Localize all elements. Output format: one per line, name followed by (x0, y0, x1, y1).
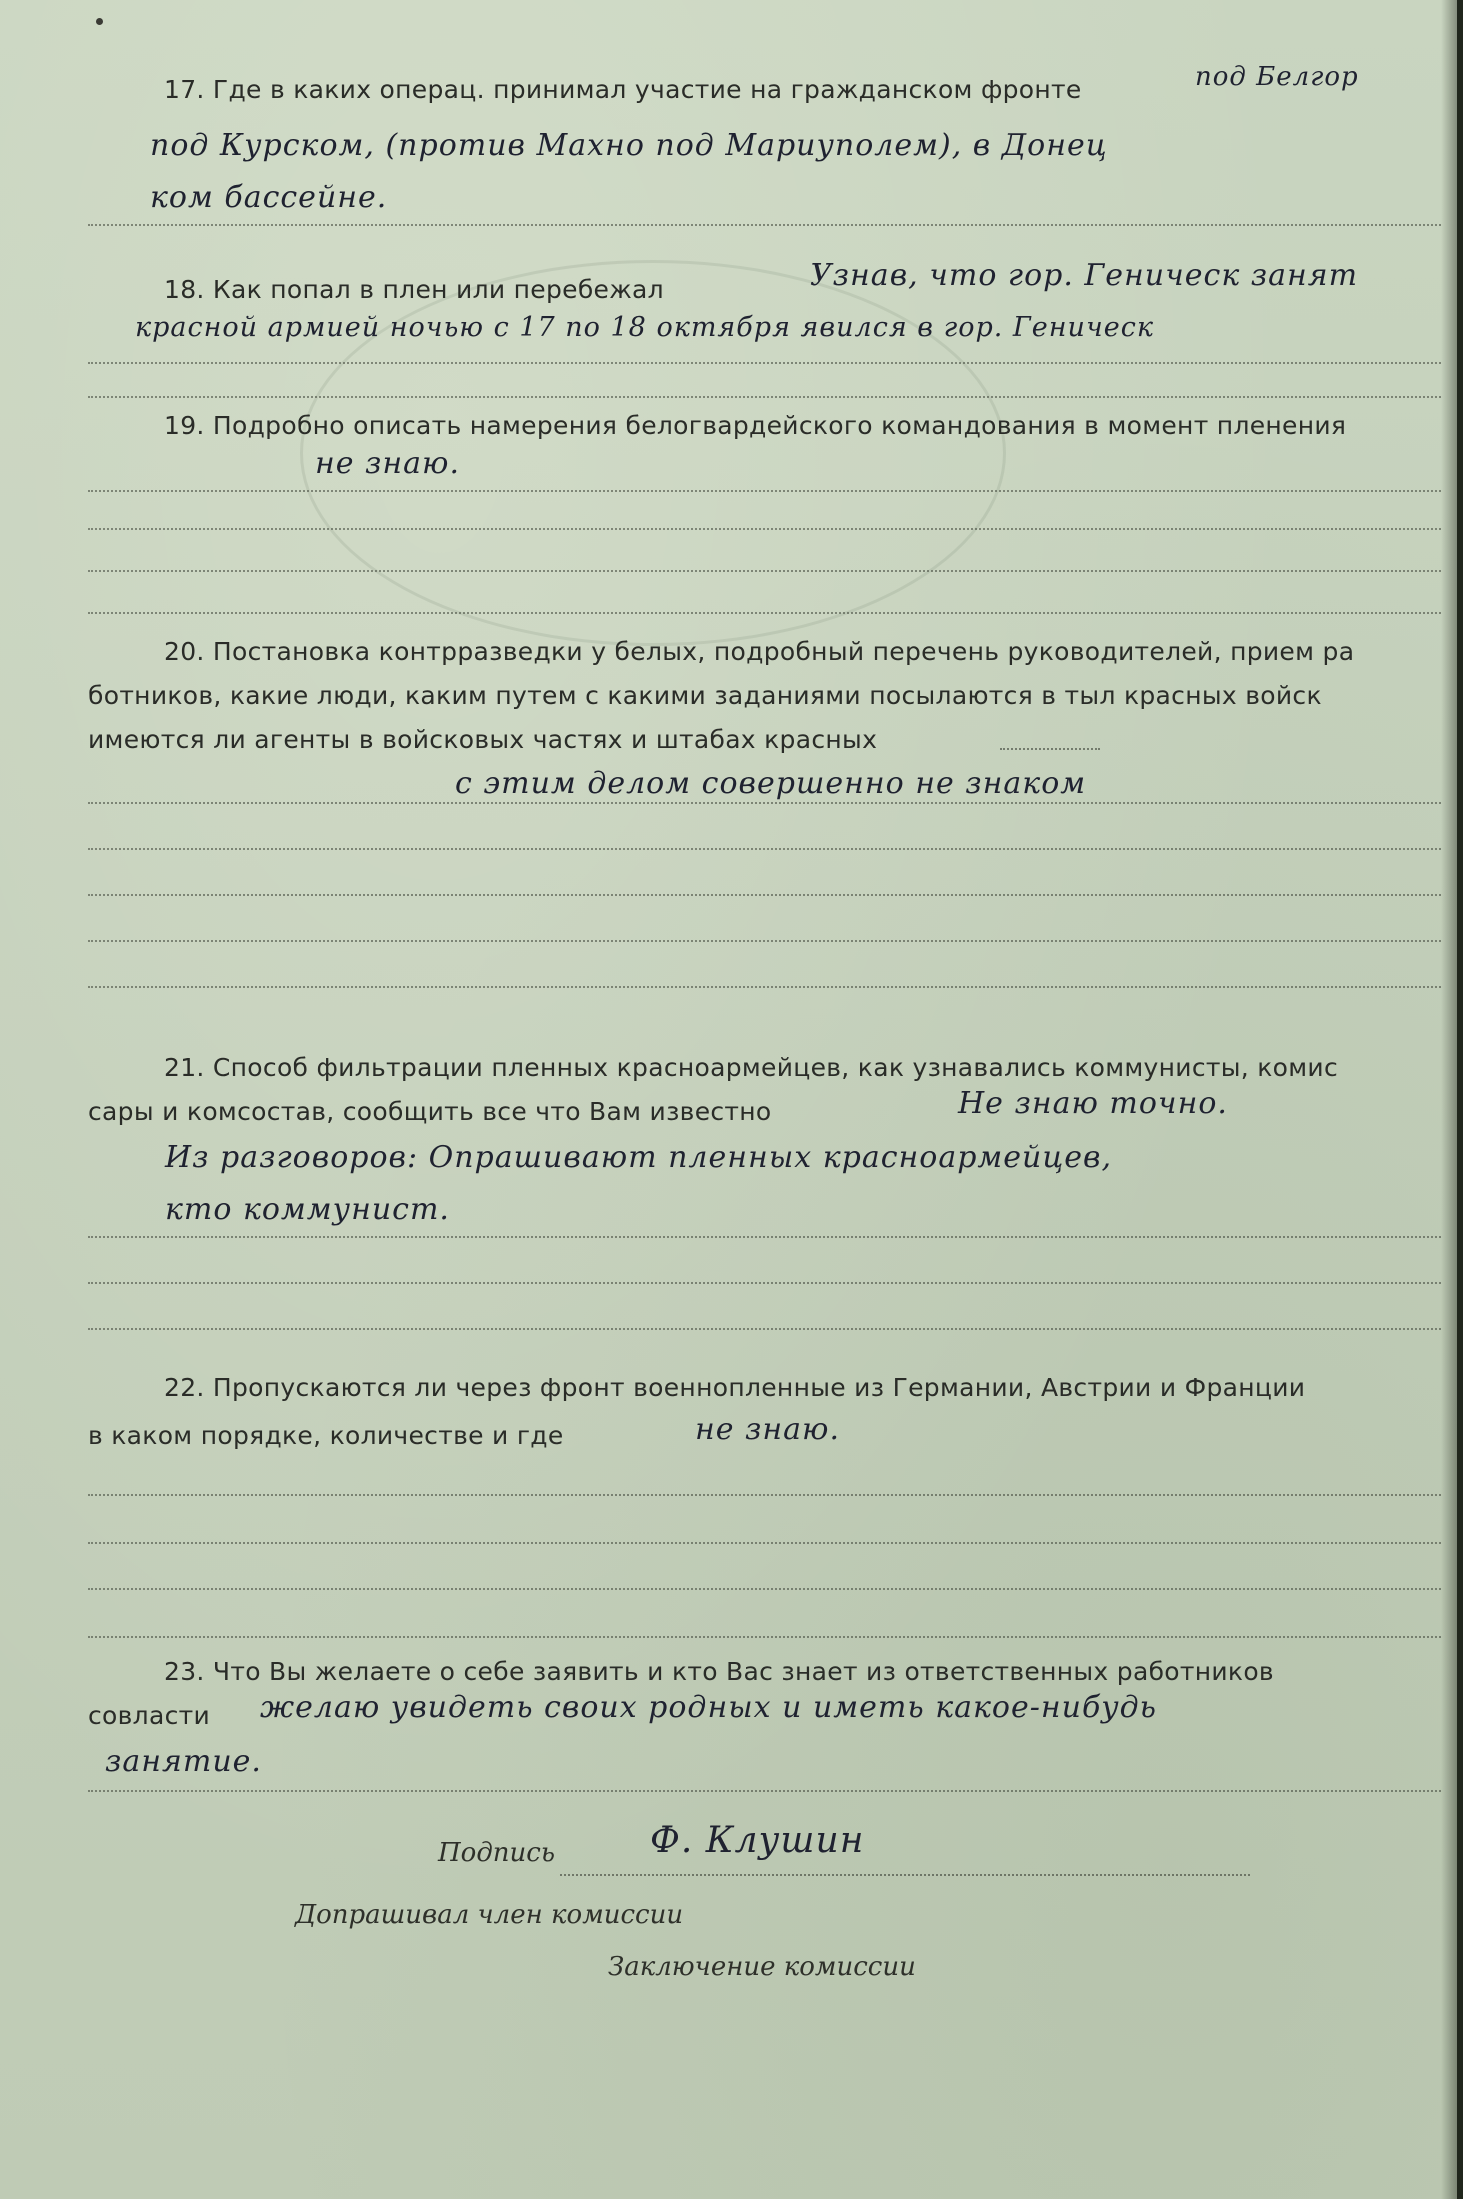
answer-22-line-1: не знаю. (695, 1412, 841, 1447)
dotted-rule (88, 362, 1441, 364)
question-18-line-1: 18. Как попал в плен или перебежал (164, 275, 664, 304)
dotted-rule (88, 396, 1441, 398)
dotted-rule (88, 986, 1441, 988)
answer-21-line-2: Из разговоров: Опрашивают пленных красноармейцев, (165, 1140, 1113, 1175)
dotted-rule (88, 570, 1441, 572)
question-21-line-2: сары и комсостав, сообщить все что Вам известно (88, 1097, 772, 1126)
signature-label: Подпись (438, 1838, 556, 1868)
dotted-rule (88, 528, 1441, 530)
answer-17-line-2: под Курском, (против Махно под Мариуполем), в Донец (150, 128, 1108, 163)
dotted-rule (88, 1282, 1441, 1284)
dotted-rule (88, 894, 1441, 896)
dotted-rule (88, 1236, 1441, 1238)
answer-23-line-1: желаю увидеть своих родных и иметь какое-нибудь (260, 1690, 1158, 1725)
question-23-line-2: совласти (88, 1701, 211, 1730)
conclusion-label: Заключение комиссии (608, 1952, 916, 1982)
question-23-line-1: 23. Что Вы желаете о себе заявить и кто Вас знает из ответственных работников (164, 1657, 1274, 1686)
question-21-line-1: 21. Способ фильтрации пленных красноармейцев, как узнавались коммунисты, комис (164, 1053, 1339, 1082)
signature: Ф. Клушин (650, 1820, 865, 1861)
dotted-rule (1000, 748, 1100, 750)
dotted-rule (88, 1494, 1441, 1496)
question-19-line-1: 19. Подробно описать намерения белогвардейского командования в момент пленения (164, 411, 1347, 440)
dotted-rule (88, 940, 1441, 942)
signature-line (560, 1874, 1250, 1876)
answer-18-line-1: Узнав, что гор. Геническ занят (810, 258, 1359, 293)
dotted-rule (88, 1542, 1441, 1544)
answer-18-line-2: красной армией ночью с 17 по 18 октября явился в гор. Геническ (135, 312, 1154, 343)
answer-21-line-1: Не знаю точно. (958, 1086, 1228, 1121)
dotted-rule (88, 1636, 1441, 1638)
question-20-line-1: 20. Постановка контрразведки у белых, подробный перечень руководителей, прием ра (164, 637, 1355, 666)
dotted-rule (88, 224, 1441, 226)
question-20-line-3: имеются ли агенты в войсковых частях и штабах красных (88, 725, 878, 754)
question-20-line-2: ботников, какие люди, каким путем с какими заданиями посылаются в тыл красных войск (88, 681, 1322, 710)
page-edge (1457, 0, 1463, 2199)
dotted-rule (88, 802, 1441, 804)
question-22-line-1: 22. Пропускаются ли через фронт военнопленные из Германии, Австрии и Франции (164, 1373, 1306, 1402)
answer-20-line-1: с этим делом совершенно не знаком (455, 766, 1087, 801)
dotted-rule (88, 1328, 1441, 1330)
dotted-rule (88, 490, 1441, 492)
answer-17-line-3: ком бассейне. (150, 180, 388, 215)
dotted-rule (88, 848, 1441, 850)
question-22-line-2: в каком порядке, количестве и где (88, 1421, 564, 1450)
interrogated-by-label: Допрашивал член комиссии (295, 1900, 684, 1930)
dotted-rule (88, 612, 1441, 614)
dotted-rule (88, 1588, 1441, 1590)
answer-23-line-2: занятие. (105, 1744, 262, 1779)
question-17-line-1: 17. Где в каких операц. принимал участие на гражданском фронте (164, 75, 1082, 104)
dotted-rule (88, 1790, 1441, 1792)
answer-21-line-3: кто коммунист. (165, 1192, 450, 1227)
answer-19-line-1: не знаю. (315, 446, 461, 481)
ink-mark (96, 18, 103, 25)
answer-17-line-1: под Белгор (1195, 62, 1359, 92)
